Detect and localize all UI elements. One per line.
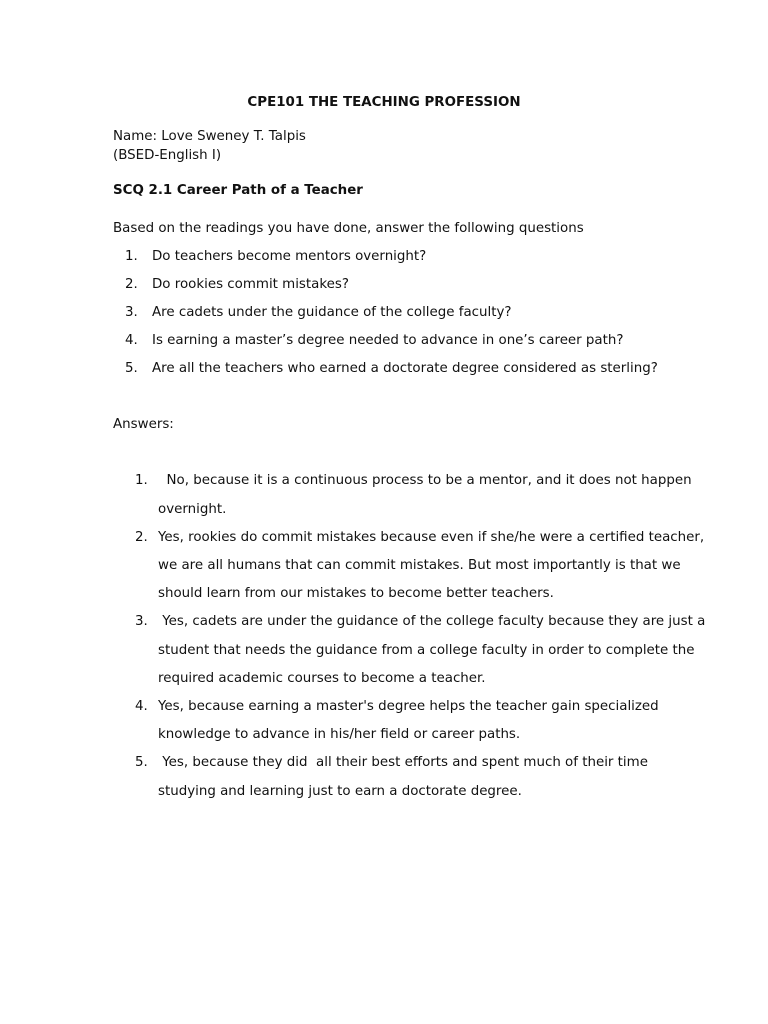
answer-line: student that needs the guidance from a college faculty in order to complete the: [158, 643, 695, 658]
answer-line: should learn from our mistakes to become better teachers.: [158, 586, 554, 601]
question-text: Are cadets under the guidance of the college faculty?: [152, 305, 512, 320]
question-number: 2.: [125, 277, 138, 292]
instructions: Based on the readings you have done, answer the following questions: [113, 221, 584, 236]
answer-line: Yes, cadets are under the guidance of the college faculty because they are just a: [158, 614, 706, 629]
question-text: Are all the teachers who earned a doctorate degree considered as sterling?: [152, 361, 658, 376]
question-number: 1.: [125, 249, 138, 264]
answer-line: Yes, because they did all their best efforts and spent much of their time: [158, 755, 648, 770]
question-number: 3.: [125, 305, 138, 320]
question-text: Do teachers become mentors overnight?: [152, 249, 427, 264]
question-text: Is earning a master’s degree needed to advance in one’s career path?: [152, 333, 624, 348]
question-number: 5.: [125, 361, 138, 376]
student-course: (BSED-English I): [113, 148, 222, 163]
answer-line: Yes, rookies do commit mistakes because even if she/he were a certified teacher,: [158, 530, 705, 545]
answer-line: knowledge to advance in his/her field or career paths.: [158, 727, 521, 742]
answer-number: 1.: [135, 473, 148, 488]
answer-line: Yes, because earning a master's degree helps the teacher gain specialized: [158, 699, 659, 714]
section-heading: SCQ 2.1 Career Path of a Teacher: [113, 183, 363, 198]
answer-line: No, because it is a continuous process to be a mentor, and it does not happen: [158, 473, 692, 488]
question-text: Do rookies commit mistakes?: [152, 277, 349, 292]
answer-line: required academic courses to become a teacher.: [158, 671, 486, 686]
answer-number: 5.: [135, 755, 148, 770]
answer-number: 2.: [135, 530, 148, 545]
student-name: Name: Love Sweney T. Talpis: [113, 129, 306, 144]
answer-line: we are all humans that can commit mistakes. But most importantly is that we: [158, 558, 681, 573]
answer-number: 4.: [135, 699, 148, 714]
answer-line: studying and learning just to earn a doctorate degree.: [158, 784, 522, 799]
answer-line: overnight.: [158, 502, 227, 517]
question-number: 4.: [125, 333, 138, 348]
page-title: CPE101 THE TEACHING PROFESSION: [247, 95, 521, 110]
answers-label: Answers:: [113, 417, 174, 432]
answer-number: 3.: [135, 614, 148, 629]
